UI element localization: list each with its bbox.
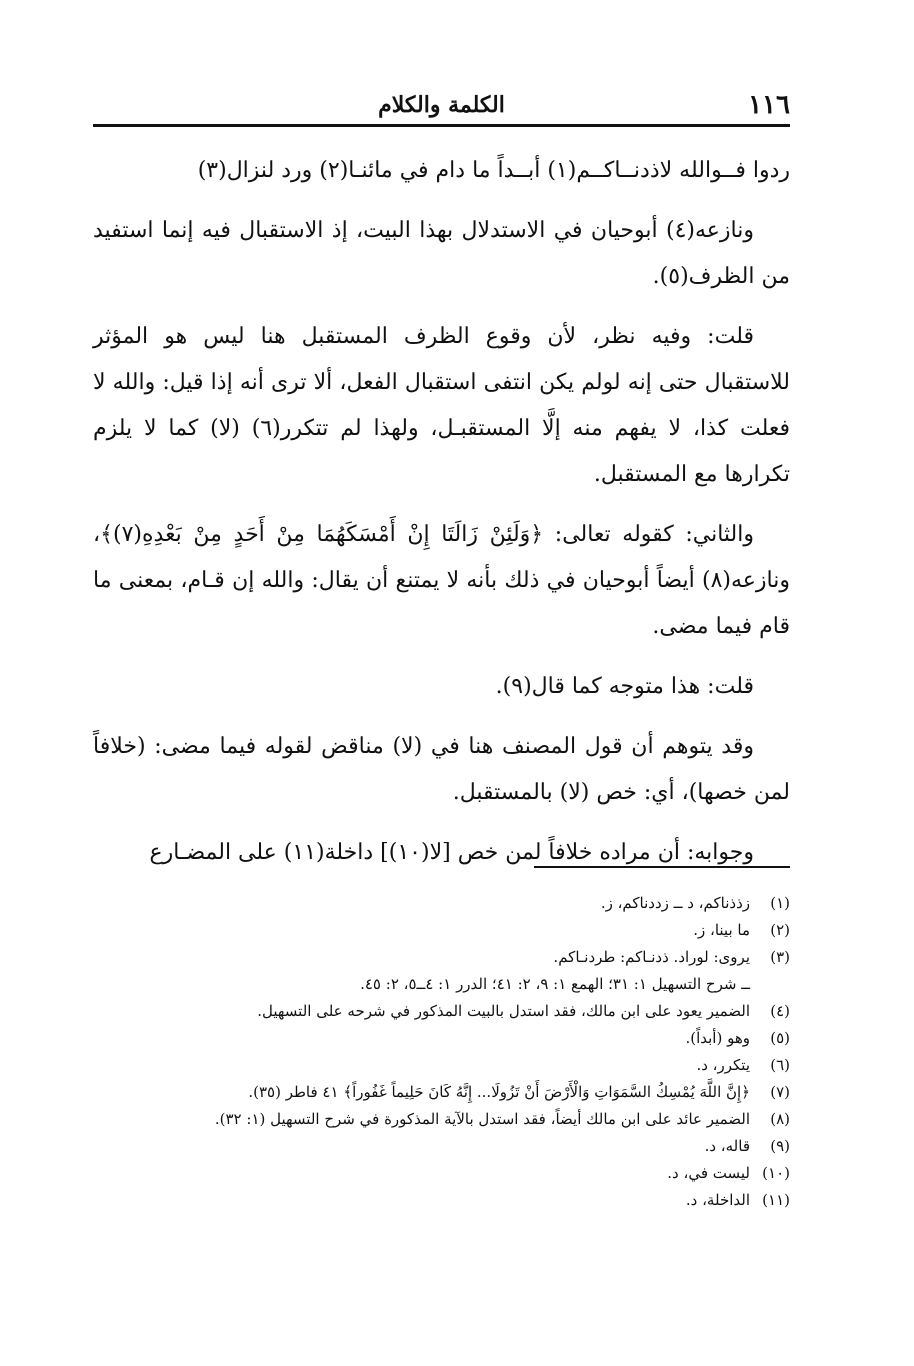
footnote xyxy=(93,890,790,917)
footnote-text: يتكرر، د. xyxy=(696,1056,750,1074)
footnote xyxy=(93,1052,790,1079)
footnote-text: يروى: لوراد. ذدنـاكم: طردنـاكم. xyxy=(553,948,750,966)
footnote xyxy=(93,1106,790,1133)
footnote-number: (٣) xyxy=(770,948,790,966)
footnote-continuation: ــ شرح التسهيل ١: ٣١؛ الهمع ١: ٩، ٢: ٤١؛ الدرر ١: ٤ــ٥، ٢: ٤٥. xyxy=(360,975,750,993)
footnote-number: (١٠) xyxy=(762,1164,790,1182)
footnote-separator xyxy=(534,866,790,868)
running-title: الكلمة والكلام xyxy=(378,92,505,118)
footnote-text: قاله، د. xyxy=(704,1137,750,1155)
footnote-text: الضمير يعود على ابن مالك، فقد استدل بالبيت المذكور في شرحه على التسهيل. xyxy=(257,1002,750,1020)
footnote-number: (٧) xyxy=(770,1083,790,1101)
footnote-number: (٦) xyxy=(770,1056,790,1074)
footnote-number: (١١) xyxy=(762,1191,790,1209)
paragraph-4: قلت: هذا متوجه كما قال(٩). xyxy=(495,674,754,699)
footnote xyxy=(93,1025,790,1052)
footnote-text: ليست في، د. xyxy=(667,1164,750,1182)
page-number: ١١٦ xyxy=(748,90,790,120)
footnote xyxy=(93,998,790,1025)
paragraph-2: قلت: وفيه نظر، لأن وقوع الظرف المستقبل هنا ليس هو المؤثر للاستقبال حتى إنه لولم يكن انتفى استقبال الفعل، ألا ترى أنه إذا قيل: والله لا فعلت كذا، لا يفهم منه إلَّا المستقبـل، ولهذا لم تتكرر(٦) (لا) كما لا يلزم تكرارها مع المستقبل. xyxy=(93,324,790,487)
footnote-text: الضمير عائد على ابن مالك أيضاً، فقد استدل بالآية المذكورة في شرح التسهيل (١: ٣٢). xyxy=(214,1110,750,1128)
footnote-text: ما بينا، ز. xyxy=(693,921,750,939)
paragraph-5: وقد يتوهم أن قول المصنف هنا في (لا) مناقض لقوله فيما مضى: (خلافاً لمن خصها)، أي: خص (لا) بالمستقبل. xyxy=(93,734,790,805)
footnote-number: (٤) xyxy=(770,1002,790,1020)
footnote xyxy=(93,1187,790,1214)
paragraph-6: وجوابه: أن مراده خلافاً لمن خص [لا(١٠)] داخلة(١١) على المضـارع xyxy=(149,840,754,865)
footnote-text: ﴿إِنَّ اللَّهَ يُمْسِكُ السَّمَوَاتِ وَالْأَرْضَ أَنْ تَزُولَا... إِنَّهُ كَانَ حَلِيماً غَفُوراً﴾ ٤١ فاطر (٣٥). xyxy=(248,1083,750,1101)
footnote-number: (١) xyxy=(770,894,790,912)
footnote xyxy=(93,944,790,971)
footnote xyxy=(93,1133,790,1160)
footnote-text: زذذناكم، د ــ زددناكم، ز. xyxy=(600,894,750,912)
footnote xyxy=(93,1160,790,1187)
footnote xyxy=(93,1079,790,1106)
page-header xyxy=(93,90,790,124)
footnote xyxy=(93,917,790,944)
paragraph-1: ونازعه(٤) أبوحيان في الاستدلال بهذا البيت، إذ الاستقبال فيه إنما استفيد من الظرف(٥). xyxy=(93,218,790,289)
paragraph-3: والثاني: كقوله تعالى: ﴿وَلَئِنْ زَالَتَا إِنْ أَمْسَكَهُمَا مِنْ أَحَدٍ مِنْ بَعْدِهِ(٧)﴾، ونازعه(٨) أيضاً أبوحيان في ذلك بأنه لا يمتنع أن يقال: والله إن قـام، بمعنى ما قام فيما مضى. xyxy=(93,522,790,639)
footnotes xyxy=(93,890,790,1214)
verse-line: ردوا فــوالله لاذدنــاكــم(١) أبــداً ما دام في مائنـا(٢) ورد لنزال(٣) xyxy=(197,158,790,183)
footnote-number: (٥) xyxy=(770,1029,790,1047)
footnote-text: وهو (أبداً). xyxy=(685,1029,750,1047)
main-text xyxy=(93,148,790,876)
footnote-number: (٨) xyxy=(770,1110,790,1128)
footnote-text: الداخلة، د. xyxy=(685,1191,750,1209)
header-rule xyxy=(93,124,790,127)
footnote-number: (٢) xyxy=(770,921,790,939)
footnote-number: (٩) xyxy=(770,1137,790,1155)
